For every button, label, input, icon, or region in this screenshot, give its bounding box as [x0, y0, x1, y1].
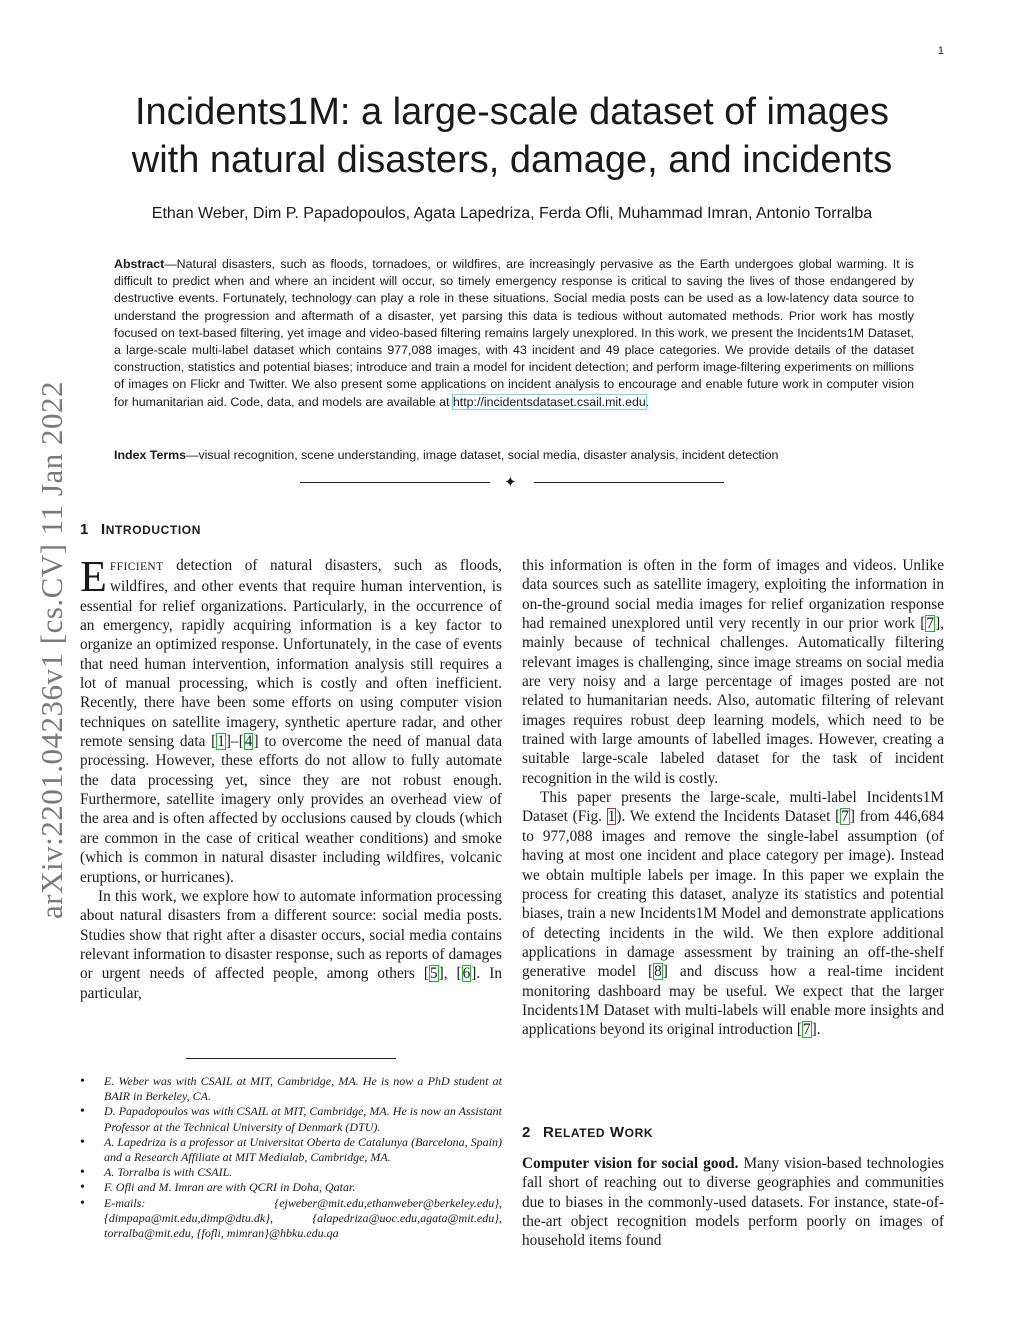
footnote-item: • E. Weber was with CSAIL at MIT, Cambridge, MA. He is now a PhD student at BAIR in Berkeley, CA. [80, 1074, 502, 1104]
index-terms-label: Index Terms [114, 448, 187, 462]
footnote-item: • D. Papadopoulos was with CSAIL at MIT, Cambridge, MA. He is now an Assistant Professor at the Technical University of Denmark (DTU). [80, 1104, 502, 1134]
intro-paragraph-2-continued: this information is often in the form of images and videos. Unlike data sources such as satellite imagery, exploiting the information in on-the-ground social media images for relief organization response had remained unexplored until very recently in our prior work [7], mainly because of technical challenges. Automatically filtering relevant images is challenging, since image streams on social media are very noisy and a large percentage of images posted are not related to humanitarian needs. Also, automatic filtering of relevant images requires robust deep learning models, which need to be trained with large amounts of labelled images. However, creating a suitable large-scale labeled dataset for the task of incident recognition in the wild is costly. [522, 557, 944, 787]
drop-cap: E [80, 552, 107, 601]
footnote-rule [186, 1058, 396, 1059]
section-heading-introduction: 1 INTRODUCTION [80, 521, 201, 538]
intro-paragraph-2: In this work, we explore how to automate information processing about natural disasters from a different source: social media posts. Studies show that right after a disaster occurs, social media contains relevant information to disaster response, such as reports of damages or urgent needs of affected people, among others [5], [6]. In particular, [80, 887, 502, 1002]
arxiv-identifier-stamp: arXiv:2201.04236v1 [cs.CV] 11 Jan 2022 [34, 381, 69, 919]
abstract-label: Abstract [114, 257, 165, 271]
body-column-left [80, 552, 502, 1003]
divider-rule-left [300, 482, 490, 483]
divider-rule-right [534, 482, 724, 483]
citation-link[interactable]: 6 [462, 965, 471, 983]
citation-link[interactable]: 7 [926, 615, 935, 633]
page-number: 1 [937, 45, 944, 57]
abstract-text: —Natural disasters, such as floods, tornadoes, or wildfires, are increasingly pervasive as the Earth undergoes global warming. It is difficult to predict when and where an incident will occur, so timely emergency response is critical to saving the lives of those endangered by destructive events. Fortunately, technology can play a role in these situations. Social media posts can be used as a low-latency data source to understand the progression and aftermath of a disaster, yet parsing this data is tedious without automated methods. Prior work has mostly focused on text-based filtering, yet image and video-based filtering remains largely unexplored. In this work, we present the Incidents1M Dataset, a large-scale multi-label dataset which contains 977,088 images, with 43 incident and 49 place categories. We provide details of the dataset construction, statistics and potential biases; introduce and train a model for incident detection; and perform image-filtering experiments on millions of images on Flickr and Twitter. We also present some applications on incident analysis to encourage and enable future work in computer vision for humanitarian aid. Code, data, and models are available at [114, 257, 914, 409]
intro-paragraph-3: This paper presents the large-scale, multi-label Incidents1M Dataset (Fig. 1). We extend the Incidents Dataset [7] from 446,684 to 977,088 images and remove the single-label assumption (of having at most one incident and place category per image). Instead we obtain multiple labels per image. In this paper we explain the process for creating this dataset, analyze its statistics and potential biases, train a new Incidents1M Model and demonstrate applications of detecting incidents in the wild. We then explore additional applications in damage assessment by training an off-the-shelf generative model [8] and discuss how a real-time incident monitoring dashboard may be useful. We expect that the larger Incidents1M Dataset with multi-labels will enable more insights and applications beyond its original introduction [7]. [522, 789, 944, 1039]
divider-diamond-icon: ✦ [504, 475, 517, 491]
project-url-link[interactable]: http://incidentsdataset.csail.mit.edu [452, 394, 646, 409]
intro-paragraph-1: EFFICIENT detection of natural disasters, such as floods, wildfires, and other events that require human intervention, is essential for relief organizations. Particularly, in the occurrence of an emergency, rapidly acquiring information is a key factor to organize an optimized response. Unfortunately, in the case of events that need human intervention, information analysis still requires a lot of manual processing, which is costly and often inefficient. Recently, there have been some efforts on using computer vision techniques on satellite imagery, synthetic aperture radar, and other remote sensing data [1]–[4] to overcome the need of manual data processing. However, these efforts do not allow to fully automate the data processing yet, since they are not robust enough. Furthermore, satellite imagery only provides an overhead view of the area and is often affected by occlusions caused by clouds (which are common in the case of critical weather conditions) and smoke (which is common in natural disaster including wildfires, volcanic eruptions, or hurricanes). [80, 552, 502, 886]
body-column-right [522, 556, 944, 1040]
figure-reference-link[interactable]: 1 [607, 808, 616, 826]
section-divider [300, 474, 724, 492]
section-heading-related-work: 2 RELATED WORK [522, 1124, 654, 1141]
citation-link[interactable]: 7 [802, 1021, 811, 1039]
paper-title [90, 88, 934, 184]
author-list: Ethan Weber, Dim P. Papadopoulos, Agata Lapedriza, Ferda Ofli, Muhammad Imran, Antonio Torralba [151, 205, 873, 222]
citation-link[interactable]: 4 [244, 733, 253, 751]
paragraph-run-in-heading: Computer vision for social good. [522, 1155, 739, 1172]
author-affiliation-footnotes [80, 1074, 502, 1241]
footnote-item: • F. Ofli and M. Imran are with QCRI in Doha, Qatar. [80, 1180, 502, 1195]
footnote-item: • E-mails: {ejweber@mit.edu,ethanweber@berkeley.edu}, {dimpapa@mit.edu,dimp@dtu.dk}, {alapedriza@uoc.edu,agata@mit.edu}, torralba@mit.edu, {fofli, mimran}@hbku.edu.qa [80, 1196, 502, 1242]
index-terms [114, 447, 914, 464]
citation-link[interactable]: 7 [841, 808, 849, 826]
intro-paragraph-2-start-b: . In particular, [80, 965, 502, 1002]
title-line-1: Incidents1M: a large-scale dataset of images [134, 91, 890, 133]
citation-link[interactable]: 8 [654, 963, 662, 981]
title-line-2: with natural disasters, damage, and incidents [131, 139, 893, 181]
citation-link[interactable]: 1 [217, 733, 225, 751]
related-work-paragraph: Computer vision for social good. Many vision-based technologies fall short of reaching out to diverse geographies and communities due to biases in the commonly-used datasets. For instance, state-of-the-art object recognition models perform poorly on images of household items found [522, 1155, 945, 1250]
citation-link[interactable]: 5 [429, 965, 438, 983]
footnote-item: • A. Torralba is with CSAIL. [80, 1165, 502, 1180]
abstract: Abstract—Natural disasters, such as floods, tornadoes, or wildfires, are increasingly pervasive as the Earth undergoes global warming. It is difficult to predict when and where an incident will occur, so timely emergency response is critical to saving the lives of those endangered by destructive events. Fortunately, technology can play a role in these situations. Social media posts can be used as a low-latency data source to understand the progression and aftermath of a disaster, yet parsing this data is tedious without automated methods. Prior work has mostly focused on text-based filtering, yet image and video-based filtering remains largely unexplored. In this work, we present the Incidents1M Dataset, a large-scale multi-label dataset which contains 977,088 images, with 43 incident and 49 place categories. We provide details of the dataset construction, statistics and potential biases; introduce and train a model for incident detection; and perform image-filtering experiments on millions of images on Flickr and Twitter. We also present some applications on incident analysis to encourage and enable future work in computer vision for humanitarian aid. Code, data, and models are available at http://incidentsdataset.csail.mit.edu. [114, 257, 914, 409]
footnote-item: • A. Lapedriza is a professor at Universitat Oberta de Catalunya (Barcelona, Spain) and a Research Affiliate at MIT Medialab, Cambridge, MA. [80, 1135, 502, 1165]
index-terms-text: —visual recognition, scene understanding, image dataset, social media, disaster analysis, incident detection [186, 448, 779, 462]
